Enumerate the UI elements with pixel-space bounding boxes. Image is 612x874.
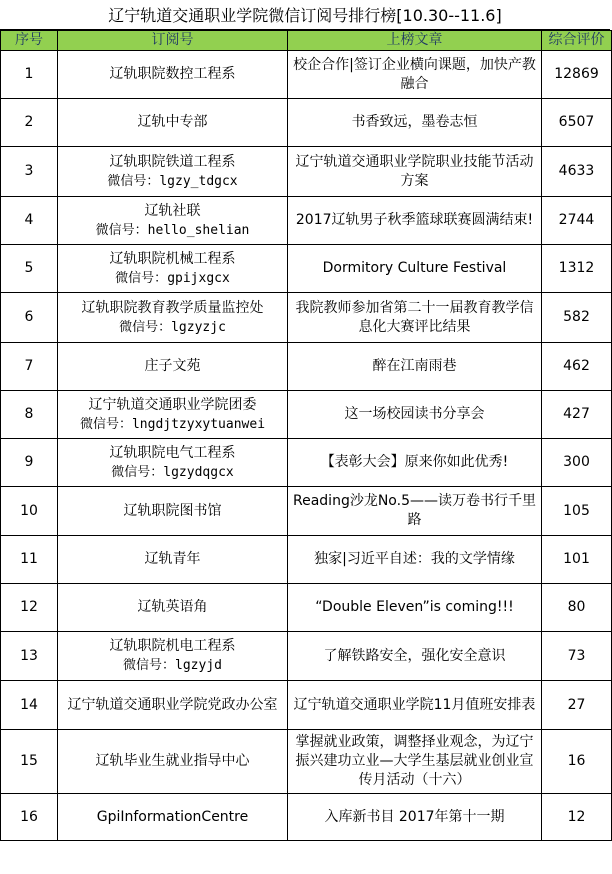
account-name: 辽轨职院机械工程系: [109, 250, 236, 267]
wechat-id-line: [60, 318, 285, 337]
wechat-id-line: [60, 221, 285, 240]
table-row: [1, 794, 612, 841]
header-score: 综合评价: [542, 31, 612, 51]
article-cell: 这一场校园读书分享会: [288, 391, 542, 439]
score-cell: 582: [542, 293, 612, 343]
account-name: 辽宁轨道交通职业学院党政办公室: [67, 696, 278, 713]
wechat-id-prefix: 微信号：: [79, 416, 132, 432]
account-cell: [58, 681, 288, 730]
header-row: [1, 31, 612, 51]
score-cell: 27: [542, 681, 612, 730]
article-cell: 了解铁路安全，强化安全意识: [288, 632, 542, 681]
article-cell: 【表彰大会】原来你如此优秀!: [288, 439, 542, 487]
score-cell: 105: [542, 487, 612, 536]
wechat-id-prefix: 微信号：: [115, 270, 168, 286]
wechat-id-line: [60, 415, 285, 434]
article-cell: 书香致远，墨卷志恒: [288, 99, 542, 147]
score-cell: 300: [542, 439, 612, 487]
rank-cell: 16: [1, 794, 58, 841]
article-cell: 独家|习近平自述：我的文学情缘: [288, 536, 542, 584]
account-cell: [58, 343, 288, 391]
account-name: 辽轨职院教育教学质量监控处: [81, 299, 264, 316]
header-rank: 序号: [1, 31, 58, 51]
rank-cell: 4: [1, 197, 58, 245]
rank-cell: 15: [1, 730, 58, 794]
wechat-id-line: [60, 656, 285, 675]
score-cell: 462: [542, 343, 612, 391]
table-row: [1, 730, 612, 794]
score-cell: 427: [542, 391, 612, 439]
rank-cell: 14: [1, 681, 58, 730]
account-cell: [58, 794, 288, 841]
table-row: [1, 391, 612, 439]
table-body: [1, 51, 612, 841]
table-row: [1, 584, 612, 632]
account-name: 辽宁轨道交通职业学院团委: [88, 396, 257, 413]
table-row: [1, 343, 612, 391]
score-cell: 12: [542, 794, 612, 841]
article-cell: “Double Eleven”is coming!!!: [288, 584, 542, 632]
score-cell: 2744: [542, 197, 612, 245]
wechat-id: lgzydqgcx: [163, 464, 234, 480]
account-cell: [58, 439, 288, 487]
wechat-id: gpijxgcx: [167, 270, 230, 286]
table-row: [1, 536, 612, 584]
account-cell: [58, 730, 288, 794]
score-cell: 12869: [542, 51, 612, 99]
table-row: [1, 681, 612, 730]
table-row: [1, 147, 612, 197]
account-cell: [58, 536, 288, 584]
score-cell: 6507: [542, 99, 612, 147]
header-article: 上榜文章: [288, 31, 542, 51]
rank-cell: 7: [1, 343, 58, 391]
account-name: 辽轨职院机电工程系: [109, 638, 236, 654]
article-cell: 辽宁轨道交通职业学院11月值班安排表: [288, 681, 542, 730]
table-row: [1, 197, 612, 245]
rank-cell: 13: [1, 632, 58, 681]
score-cell: 16: [542, 730, 612, 794]
account-name: 辽轨职院数控工程系: [109, 66, 236, 82]
wechat-id-prefix: 微信号：: [123, 658, 176, 673]
wechat-id: lngdjtzyxytuanwei: [131, 416, 266, 432]
header-account: 订阅号: [58, 31, 288, 51]
table-row: [1, 51, 612, 99]
wechat-id: lgzyjd: [175, 658, 222, 673]
wechat-id: hello_shelian: [147, 222, 250, 238]
account-cell: [58, 584, 288, 632]
rank-cell: 3: [1, 147, 58, 197]
account-cell: [58, 293, 288, 343]
account-cell: [58, 147, 288, 197]
rank-cell: 11: [1, 536, 58, 584]
table-row: [1, 245, 612, 293]
article-cell: Dormitory Culture Festival: [288, 245, 542, 293]
account-name: 辽轨英语角: [137, 599, 208, 615]
wechat-id: lgzyzjc: [171, 319, 226, 335]
wechat-id-line: [60, 269, 285, 288]
article-cell: 2017辽轨男子秋季篮球联赛圆满结束!: [288, 197, 542, 245]
wechat-id-prefix: 微信号：: [111, 464, 164, 480]
account-name: 庄子文苑: [144, 358, 201, 374]
article-cell: 我院教师参加省第二十一届教育教学信息化大赛评比结果: [288, 293, 542, 343]
account-name: 辽轨毕业生就业指导中心: [95, 753, 250, 769]
account-cell: [58, 487, 288, 536]
rank-cell: 8: [1, 391, 58, 439]
article-cell: 入库新书目 2017年第十一期: [288, 794, 542, 841]
account-name: 辽轨职院电气工程系: [109, 444, 236, 461]
score-cell: 80: [542, 584, 612, 632]
account-cell: [58, 391, 288, 439]
wechat-id-prefix: 微信号：: [119, 319, 172, 335]
article-cell: 掌握就业政策，调整择业观念，为辽宁振兴建功立业—大学生基层就业创业宣传月活动（十六）: [288, 730, 542, 794]
score-cell: 4633: [542, 147, 612, 197]
rank-cell: 9: [1, 439, 58, 487]
wechat-id-line: [60, 172, 285, 191]
ranking-table: [0, 30, 612, 841]
page-title: 辽宁轨道交通职业学院微信订阅号排行榜[10.30--11.6]: [0, 0, 610, 30]
score-cell: 1312: [542, 245, 612, 293]
table-row: [1, 439, 612, 487]
table-row: [1, 487, 612, 536]
table-row: [1, 632, 612, 681]
account-name: 辽轨职院图书馆: [123, 502, 222, 519]
wechat-id-prefix: 微信号：: [107, 173, 160, 189]
rank-cell: 6: [1, 293, 58, 343]
wechat-id-prefix: 微信号：: [95, 222, 148, 238]
account-name: GpiInformationCentre: [96, 808, 249, 825]
account-cell: [58, 632, 288, 681]
account-cell: [58, 245, 288, 293]
account-name: 辽轨青年: [144, 551, 201, 567]
rank-cell: 10: [1, 487, 58, 536]
score-cell: 73: [542, 632, 612, 681]
table-row: [1, 293, 612, 343]
table-row: [1, 99, 612, 147]
score-cell: 101: [542, 536, 612, 584]
account-name: 辽轨社联: [144, 202, 201, 219]
rank-cell: 5: [1, 245, 58, 293]
account-cell: [58, 51, 288, 99]
article-cell: 辽宁轨道交通职业学院职业技能节活动方案: [288, 147, 542, 197]
article-cell: 醉在江南雨巷: [288, 343, 542, 391]
article-cell: Reading沙龙No.5——读万卷书行千里路: [288, 487, 542, 536]
wechat-id-line: [60, 463, 285, 482]
account-cell: [58, 197, 288, 245]
account-name: 辽轨中专部: [137, 114, 208, 130]
rank-cell: 2: [1, 99, 58, 147]
rank-cell: 12: [1, 584, 58, 632]
rank-cell: 1: [1, 51, 58, 99]
article-cell: 校企合作|签订企业横向课题，加快产教融合: [288, 51, 542, 99]
account-name: 辽轨职院铁道工程系: [109, 153, 236, 170]
account-cell: [58, 99, 288, 147]
wechat-id: lgzy_tdgcx: [159, 173, 238, 189]
